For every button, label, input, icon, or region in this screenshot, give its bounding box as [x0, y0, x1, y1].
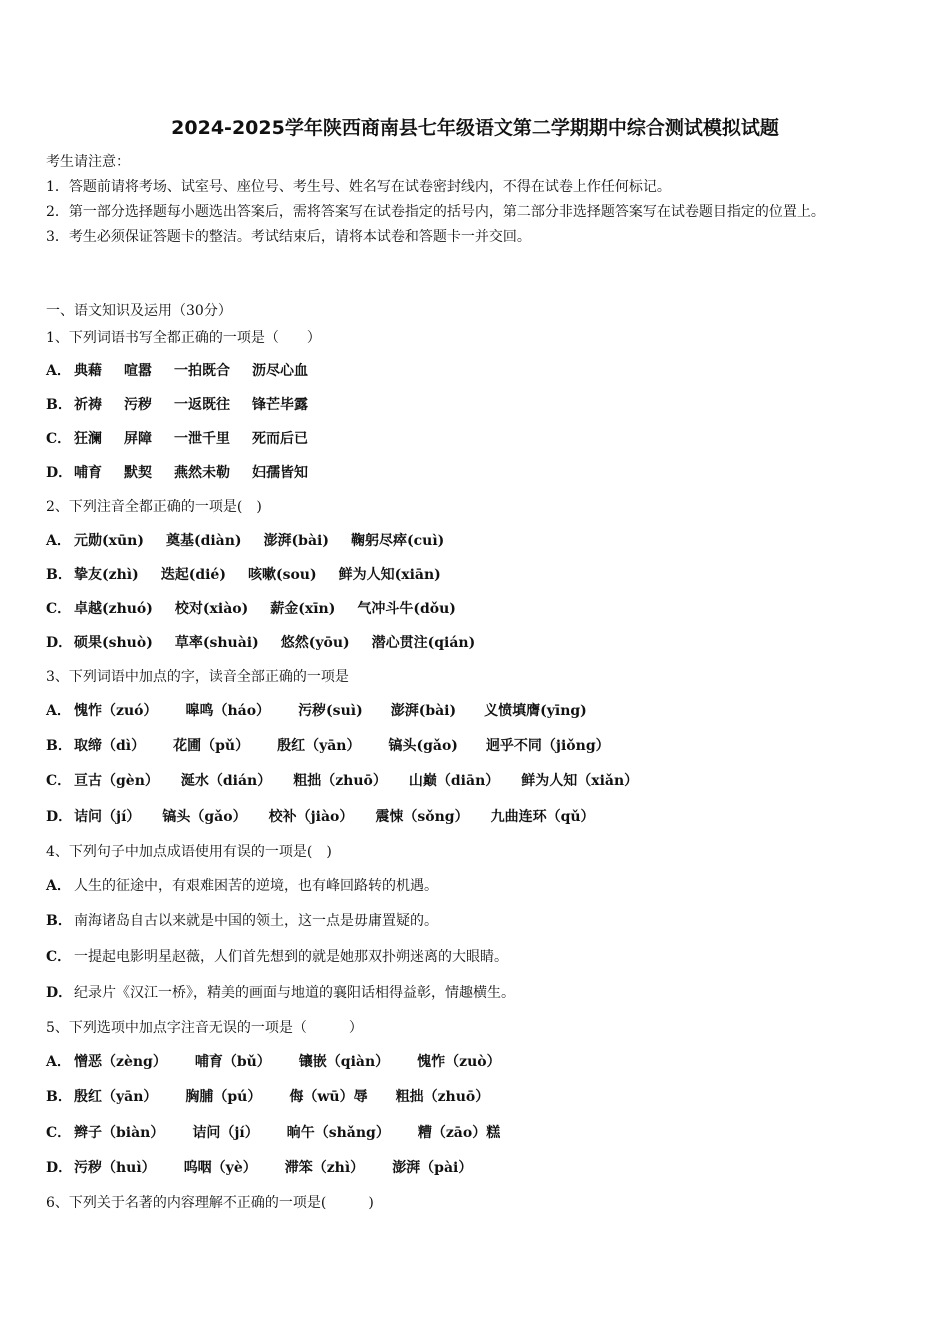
option-item: 妇孺皆知 [252, 465, 308, 481]
option-letter: D． [46, 809, 73, 825]
option-row [46, 632, 497, 652]
option-item: 一拍既合 [174, 363, 230, 379]
notice-item: 1．答题前请将考场、试室号、座位号、考生号、姓名写在试卷密封线内，不得在试卷上作任何标记。 [46, 179, 671, 195]
option-row [46, 360, 330, 380]
option-row [46, 700, 615, 720]
question-stem: 4、下列句子中加点成语使用有误的一项是( ) [46, 844, 332, 860]
option-row [46, 735, 638, 755]
option-item: 潜心贯注(qián) [371, 635, 476, 651]
option-item: 校对(xiào) [174, 601, 249, 617]
option-row [46, 770, 660, 790]
option-item: 呜咽（yè） [183, 1160, 257, 1176]
option-item: 糟（zāo）糕 [417, 1125, 501, 1141]
option-item: 锋芒毕露 [252, 397, 308, 413]
notice-item: 3．考生必须保证答题卡的整洁。考试结束后，请将本试卷和答题卡一并交回。 [46, 229, 531, 245]
option-letter: A． [46, 703, 71, 719]
option-row [46, 875, 438, 895]
option-row [46, 910, 438, 930]
option-item: 薪金(xīn) [270, 601, 336, 617]
option-text: 纪录片《汉江一桥》，精美的画面与地道的襄阳话相得益彰，情趣横生。 [74, 985, 515, 1001]
option-item: 挚友(zhì) [74, 567, 139, 583]
option-item: 殷红（yān） [74, 1089, 158, 1105]
option-item: 涎水（dián） [180, 773, 272, 789]
option-item: 迭起(dié) [160, 567, 226, 583]
option-item: 典藉 [74, 363, 102, 379]
section-title: 一、语文知识及运用（30分） [46, 303, 232, 319]
option-item: 元勋(xūn) [74, 533, 144, 549]
option-item: 花圃（pǔ） [173, 738, 250, 754]
option-item: 震悚（sǒng） [375, 809, 469, 825]
option-item: 燕然未勒 [174, 465, 230, 481]
question-stem: 5、下列选项中加点字注音无误的一项是（ ） [46, 1020, 363, 1036]
option-text: 人生的征途中，有艰难困苦的逆境，也有峰回路转的机遇。 [74, 878, 438, 894]
option-item: 镐头(gǎo) [388, 738, 458, 754]
option-row [46, 1051, 529, 1071]
page-title: 2024-2025学年陕西商南县七年级语文第二学期期中综合测试模拟试题 [171, 117, 779, 139]
option-row [46, 946, 508, 966]
option-item: 侮（wū）辱 [289, 1089, 368, 1105]
option-item: 哺育（bǔ） [194, 1054, 271, 1070]
option-item: 镶嵌（qiàn） [298, 1054, 390, 1070]
question-stem: 3、下列词语中加点的字，读音全部正确的一项是 [46, 669, 349, 685]
option-item: 愧怍（zuò） [417, 1054, 501, 1070]
option-item: 殷红（yān） [277, 738, 361, 754]
option-item: 憎恶（zèng） [74, 1054, 167, 1070]
option-row [46, 982, 515, 1002]
option-item: 晌午（shǎng） [286, 1125, 390, 1141]
option-letter: B． [46, 913, 72, 929]
option-item: 粗拙（zhuō） [395, 1089, 490, 1105]
option-item: 鲜为人知（xiǎn） [521, 773, 639, 789]
option-text: 一提起电影明星赵薇，人们首先想到的就是她那双扑朔迷离的大眼睛。 [74, 949, 508, 965]
option-item: 咳嗽(sou) [247, 567, 317, 583]
option-row [46, 428, 330, 448]
option-letter: C． [46, 1125, 72, 1141]
option-item: 哺育 [74, 465, 102, 481]
option-item: 卓越(zhuó) [74, 601, 153, 617]
option-letter: D． [46, 465, 73, 481]
option-letter: C． [46, 949, 72, 965]
option-item: 愧怍（zuó） [74, 703, 158, 719]
option-item: 死而后已 [252, 431, 308, 447]
option-letter: C． [46, 601, 72, 617]
option-item: 屏障 [124, 431, 152, 447]
option-item: 辫子（biàn） [74, 1125, 165, 1141]
option-item: 澎湃(bài) [390, 703, 457, 719]
option-row [46, 564, 463, 584]
option-letter: B． [46, 738, 72, 754]
notice-block [46, 150, 906, 250]
option-row [46, 1086, 517, 1106]
option-item: 义愤填膺(yīng) [484, 703, 587, 719]
option-item: 澎湃(bài) [263, 533, 329, 549]
option-text: 南海诸岛自古以来就是中国的领土，这一点是毋庸置疑的。 [74, 913, 438, 929]
option-item: 诘问（jí） [192, 1125, 259, 1141]
option-item: 狂澜 [74, 431, 102, 447]
option-row [46, 598, 478, 618]
option-item: 污秽(suì) [298, 703, 363, 719]
option-item: 九曲连环（qǔ） [490, 809, 595, 825]
option-item: 鲜为人知(xiān) [338, 567, 441, 583]
option-item: 嗥鸣（háo） [185, 703, 271, 719]
option-item: 奠基(diàn) [165, 533, 242, 549]
option-letter: A． [46, 1054, 71, 1070]
option-item: 硕果(shuò) [74, 635, 153, 651]
option-row [46, 462, 330, 482]
notice-item: 2．第一部分选择题每小题选出答案后，需将答案写在试卷指定的括号内，第二部分非选择题答案写在试卷题目指定的位置上。 [46, 204, 825, 220]
question-stem: 1、下列词语书写全都正确的一项是（ ） [46, 330, 321, 346]
option-item: 污秽 [124, 397, 152, 413]
option-item: 亘古（gèn） [74, 773, 159, 789]
option-item: 山巅（diān） [408, 773, 500, 789]
notice-heading: 考生请注意： [46, 154, 130, 170]
option-item: 滞笨（zhì） [284, 1160, 365, 1176]
option-row [46, 1157, 500, 1177]
option-item: 迥乎不同（jiǒng） [485, 738, 610, 754]
option-row [46, 530, 466, 550]
option-row [46, 394, 330, 414]
option-row [46, 1122, 528, 1142]
option-letter: D． [46, 1160, 73, 1176]
option-item: 悠然(yōu) [280, 635, 350, 651]
option-item: 喧嚣 [124, 363, 152, 379]
option-letter: B． [46, 567, 72, 583]
option-letter: B． [46, 1089, 72, 1105]
option-letter: B． [46, 397, 72, 413]
option-letter: A． [46, 878, 71, 894]
option-item: 默契 [124, 465, 152, 481]
option-item: 污秽（huì） [74, 1160, 156, 1176]
option-item: 校补（jiào） [268, 809, 354, 825]
option-item: 镐头（gǎo） [162, 809, 247, 825]
option-item: 澎湃（pài） [392, 1160, 473, 1176]
option-item: 一返既往 [174, 397, 230, 413]
option-letter: A． [46, 363, 71, 379]
option-item: 诘问（jí） [74, 809, 141, 825]
option-letter: D． [46, 985, 73, 1001]
option-letter: C． [46, 773, 72, 789]
option-letter: D． [46, 635, 73, 651]
option-item: 沥尽心血 [252, 363, 308, 379]
option-item: 鞠躬尽瘁(cuì) [351, 533, 445, 549]
option-item: 取缔（dì） [74, 738, 146, 754]
option-item: 草率(shuài) [174, 635, 259, 651]
option-letter: A． [46, 533, 71, 549]
option-item: 气冲斗牛(dǒu) [357, 601, 456, 617]
option-item: 一泄千里 [174, 431, 230, 447]
question-stem: 6、下列关于名著的内容理解不正确的一项是( ) [46, 1195, 374, 1211]
option-item: 粗拙（zhuō） [293, 773, 387, 789]
question-stem: 2、下列注音全都正确的一项是( ) [46, 499, 262, 515]
option-item: 祈祷 [74, 397, 102, 413]
option-row [46, 806, 617, 826]
option-letter: C． [46, 431, 72, 447]
option-item: 胸脯（pú） [185, 1089, 262, 1105]
